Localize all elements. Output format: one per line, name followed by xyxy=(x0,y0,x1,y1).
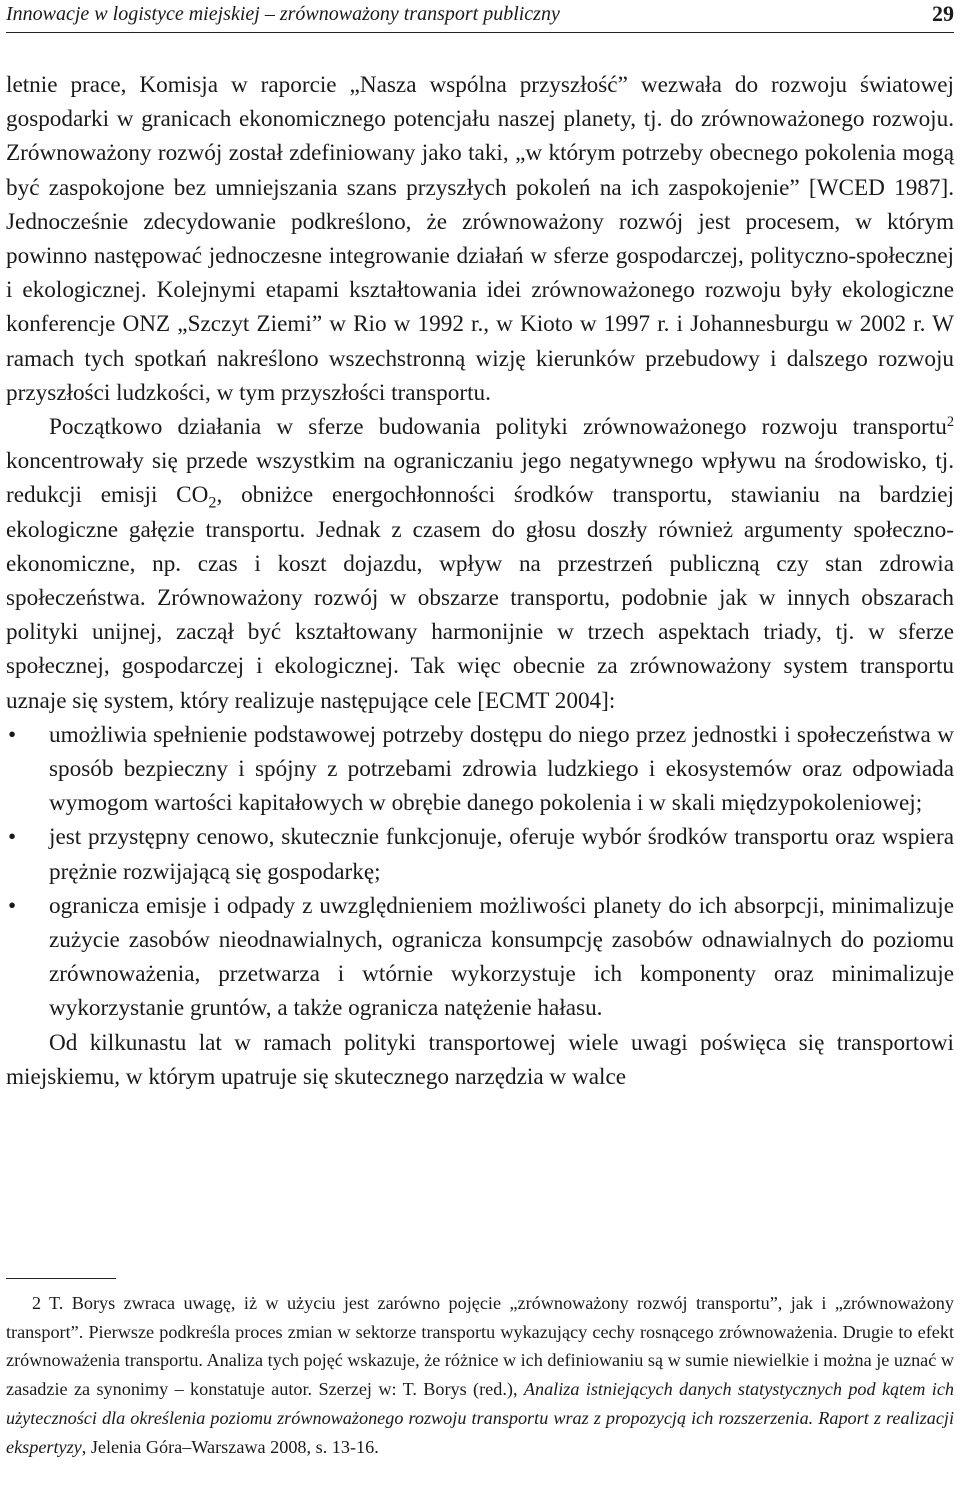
subscript-2: 2 xyxy=(208,494,217,513)
goals-list xyxy=(6,718,954,1026)
bullet-icon: • xyxy=(8,892,17,919)
footnote-separator xyxy=(6,1278,116,1279)
paragraph-2 xyxy=(6,410,954,718)
body-text xyxy=(6,68,954,1094)
bullet-icon: • xyxy=(8,824,17,851)
list-item xyxy=(6,889,954,1026)
list-item-text: jest przystępny cenowo, skutecznie funkcjonuje, oferuje wybór środków transportu oraz wspiera prężnie rozwijającą się gospodarkę; xyxy=(49,824,954,885)
footnote-text-b: , Jelenia Góra–Warszawa 2008, s. 13-16. xyxy=(81,1436,379,1457)
list-item xyxy=(6,718,954,821)
footnote xyxy=(6,1289,954,1461)
bullet-icon: • xyxy=(8,721,17,748)
header-title: Innowacje w logistyce miejskiej – zrównoważony transport publiczny xyxy=(6,3,560,25)
footnote-text-a: T. Borys zwraca uwagę, iż w użyciu jest zarówno pojęcie „zrównoważony rozwój transportu”, jak i „zrównoważony transport”. Pierwsze podkreśla proces zmian w sektorze transportu wykazujący cechy rosnącego zrównoważenia. Drugie to efekt zrównoważenia transportu. Analiza tych pojęć wskazuje, że różnice w ich definiowaniu są w sumie niewielkie i można je uznać w zasadzie za synonimy – konstatuje autor. Szerzej w: T. Borys (red.), xyxy=(6,1293,954,1400)
paragraph-2-part-a: Początkowo działania w sferze budowania polityki zrównoważonego rozwoju transportu xyxy=(49,414,947,441)
list-item-text: ogranicza emisje i odpady z uwzględnieniem możliwości planety do ich absorpcji, minimalizuje zużycie zasobów nieodnawialnych, ogranicza konsumpcję zasobów odnawialnych do poziomu zrównoważenia, przetwarza i wtórnie wykorzystuje ich komponenty oraz minimalizuje wykorzystanie gruntów, a także ogranicza natężenie hałasu. xyxy=(49,892,954,1022)
list-item-text: umożliwia spełnienie podstawowej potrzeby dostępu do niego przez jednostki i społeczeństwa w sposób bezpieczny i spójny z potrzebami zdrowia ludzkiego i ekosystemów oraz odpowiada wymogom wartości kapitałowych w obrębie danego pokolenia i w skali międzypokoleniowej; xyxy=(49,721,954,817)
footnote-reference[interactable]: 2 xyxy=(946,414,954,431)
paragraph-2-part-c: , obniżce energochłonności środków transportu, stawianiu na bardziej ekologiczne gałęzie transportu. Jednak z czasem do głosu doszły również argumenty społeczno-ekonomiczne, np. czas i koszt dojazdu, wpływ na przestrzeń publiczną czy stan zdrowia społeczeństwa. Zrównoważony rozwój w obszarze transportu, podobnie jak w innych obszarach polityki unijnej, zaczął być kształtowany harmonijnie w trzech aspektach triady, tj. w sferze społecznej, gospodarczej i ekologicznej. Tak więc obecnie za zrównoważony system transportu uznaje się system, który realizuje następujące cele [ECMT 2004]: xyxy=(6,482,954,714)
page-number: 29 xyxy=(932,1,954,26)
paragraph-2-part-b: koncentrowały się przede wszystkim na ograniczaniu jego negatywnego wpływu na środowisko, tj. redukcji emisji CO xyxy=(6,448,954,509)
list-item xyxy=(6,820,954,888)
running-header xyxy=(6,0,954,33)
footnote-cited-title: Analiza istniejących danych statystycznych pod kątem ich użyteczności dla określenia poziomu zrównoważonego rozwoju transportu wraz z propozycją ich rozszerzenia. Raport z realizacji ekspertyzy xyxy=(6,1379,954,1457)
paragraph-1: letnie prace, Komisja w raporcie „Nasza wspólna przyszłość” wezwała do rozwoju światowej gospodarki w granicach ekonomicznego potencjału naszej planety, tj. do zrównoważonego rozwoju. Zrównoważony rozwój został zdefiniowany jako taki, „w którym potrzeby obecnego pokolenia mogą być zaspokojone bez umniejszania szans przyszłych pokoleń na ich zaspokojenie” [WCED 1987]. Jednocześnie zdecydowanie podkreślono, że zrównoważony rozwój jest procesem, w którym powinno następować jednoczesne integrowanie działań w sferze gospodarczej, polityczno-społecznej i ekologicznej. Kolejnymi etapami kształtowania idei zrównoważonego rozwoju były ekologiczne konferencje ONZ „Szczyt Ziemi” w Rio w 1992 r., w Kioto w 1997 r. i Johannesburgu w 2002 r. W ramach tych spotkań nakreślono wszechstronną wizję kierunków przebudowy i dalszego rozwoju przyszłości ludzkości, w tym przyszłości transportu. xyxy=(6,72,954,406)
footnote-number: 2 xyxy=(32,1293,42,1313)
paragraph-3: Od kilkunastu lat w ramach polityki transportowej wiele uwagi poświęca się transportowi miejskiemu, w którym upatruje się skutecznego narzędzia w walce xyxy=(6,1029,954,1090)
